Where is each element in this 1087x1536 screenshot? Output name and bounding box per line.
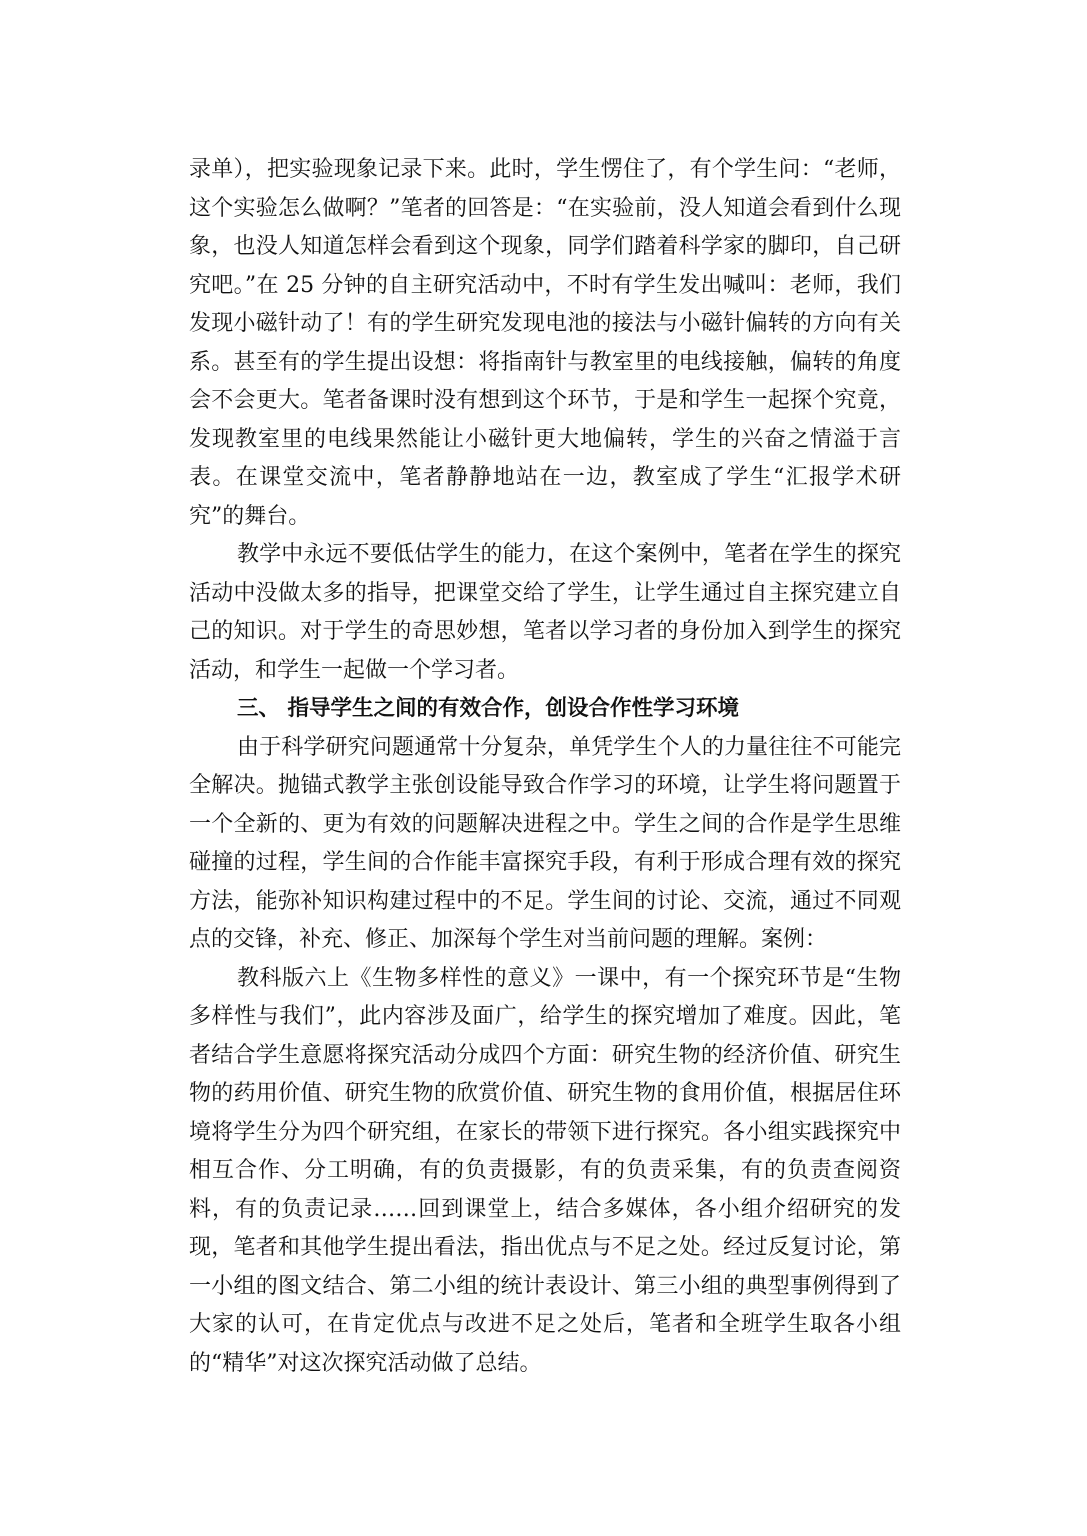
document-body	[189, 151, 901, 1383]
paragraph-cooperation: 由于科学研究问题通常十分复杂，单凭学生个人的力量往往不可能完全解决。抛锚式教学主张创设能导致合作学习的环境，让学生将问题置于一个全新的、更为有效的问题解决进程之中。学生之间的合作是学生思维碰撞的过程，学生间的合作能丰富探究手段，有利于形成合理有效的探究方法，能弥补知识构建过程中的不足。学生间的讨论、交流，通过不同观点的交锋，补充、修正、加深每个学生对当前问题的理解。案例：	[189, 734, 901, 952]
section-heading-cooperation: 三、 指导学生之间的有效合作，创设合作性学习环境	[237, 696, 739, 721]
paragraph-case-biodiversity: 教科版六上《生物多样性的意义》一课中，有一个探究环节是“生物多样性与我们”，此内容涉及面广，给学生的探究增加了难度。因此，笔者结合学生意愿将探究活动分成四个方面：研究生物的经济价值、研究生物的药用价值、研究生物的欣赏价值、研究生物的食用价值，根据居住环境将学生分为四个研究组，在家长的带领下进行探究。各小组实践探究中相互合作、分工明确，有的负责摄影，有的负责采集，有的负责查阅资料，有的负责记录……回到课堂上，结合多媒体，各小组介绍研究的发现，笔者和其他学生提出看法，指出优点与不足之处。经过反复讨论，第一小组的图文结合、第二小组的统计表设计、第三小组的典型事例得到了大家的认可，在肯定优点与改进不足之处后，笔者和全班学生取各小组的“精华”对这次探究活动做了总结。	[189, 965, 901, 1376]
paragraph-student-ability: 教学中永远不要低估学生的能力，在这个案例中，笔者在学生的探究活动中没做太多的指导，把课堂交给了学生，让学生通过自主探究建立自己的知识。对于学生的奇思妙想，笔者以学习者的身份加入到学生的探究活动，和学生一起做一个学习者。	[189, 542, 901, 683]
paragraph-experiment-record: 录单），把实验现象记录下来。此时，学生愣住了，有个学生问：“老师，这个实验怎么做啊？”笔者的回答是：“在实验前，没人知道会看到什么现象，也没人知道怎样会看到这个现象，同学们踏着科学家的脚印，自己研究吧。”在 25 分钟的自主研究活动中，不时有学生发出喊叫：老师，我们发现小磁针动了！有的学生研究发现电池的接法与小磁针偏转的方向有关系。甚至有的学生提出设想：将指南针与教室里的电线接触，偏转的角度会不会更大。笔者备课时没有想到这个环节，于是和学生一起探个究竟，发现教室里的电线果然能让小磁针更大地偏转，学生的兴奋之情溢于言表。在课堂交流中，笔者静静地站在一边，教室成了学生“汇报学术研究”的舞台。	[189, 157, 901, 529]
